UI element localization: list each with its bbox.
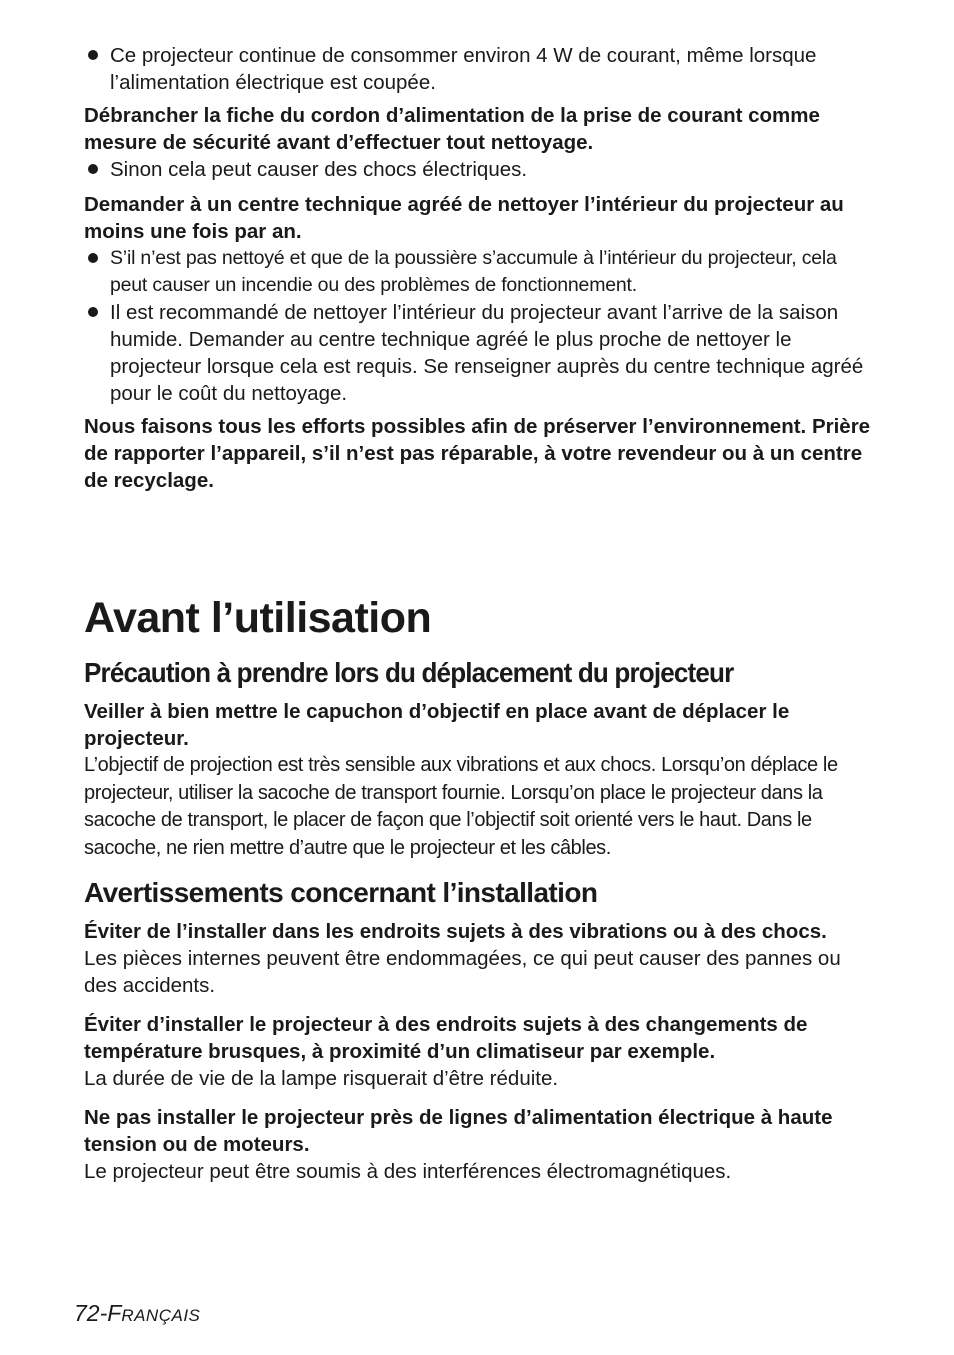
- precautions-block: [84, 42, 874, 494]
- installation-text-temperature: La durée de vie de la lampe risquerait d’être réduite.: [84, 1067, 559, 1090]
- section-heading-installation: Avertissements concernant l’installation: [84, 877, 598, 908]
- bullet-power-consumption: Ce projecteur continue de consommer environ 4 W de courant, même lorsque l’alimentation électrique est coupée.: [84, 42, 874, 96]
- page-number: 72-: [74, 1300, 108, 1326]
- installation-text-vibrations: Les pièces internes peuvent être endommagées, ce qui peut causer des pannes ou des accidents.: [84, 947, 841, 997]
- bullet-humid-season: Il est recommandé de nettoyer l’intérieur du projecteur avant l’arrive de la saison humide. Demander au centre technique agréé le plus proche de nettoyer le projecteur lorsque cela est requis. Se renseigner auprès du centre technique agréé pour le coût du nettoyage.: [84, 299, 874, 407]
- warning-environment: Nous faisons tous les efforts possibles afin de préserver l’environnement. Prière de rapporter l’appareil, s’il n’est pas réparable, à votre revendeur ou à un centre de recyclage.: [84, 415, 871, 492]
- installation-warning-temperature: Éviter d’installer le projecteur à des endroits sujets à des changements de température brusques, à proximité d’un climatiseur par exemple.: [84, 1013, 808, 1063]
- page-footer: [74, 1300, 200, 1327]
- installation-warning-power-lines: Ne pas installer le projecteur près de lignes d’alimentation électrique à haute tension ou de moteurs.: [84, 1106, 833, 1156]
- warning-cleaning: Demander à un centre technique agréé de nettoyer l’intérieur du projecteur au moins une fois par an.: [84, 193, 844, 243]
- language-label: RANÇAIS: [121, 1306, 201, 1325]
- installation-warning-vibrations: Éviter de l’installer dans les endroits sujets à des vibrations ou à des chocs.: [84, 920, 827, 943]
- bullet-electric-shock: Sinon cela peut causer des chocs électriques.: [84, 156, 874, 183]
- moving-text: L’objectif de projection est très sensible aux vibrations et aux chocs. Lorsqu’on déplace le projecteur, utiliser la sacoche de transport fournie. Lorsqu’on place le projecteur dans la sacoche de transport, le placer de façon que l’objectif soit orienté vers le haut. Dans le sacoche, ne rien mettre d’autre que le projecteur et les câbles.: [84, 754, 838, 859]
- section-heading-moving: Précaution à prendre lors du déplacement du projecteur: [84, 657, 734, 688]
- language-initial: F: [107, 1300, 122, 1326]
- installation-text-power-lines: Le projecteur peut être soumis à des interférences électromagnétiques.: [84, 1160, 732, 1183]
- page-title: Avant l’utilisation: [84, 594, 432, 642]
- bullet-dust: S’il n’est pas nettoyé et que de la poussière s’accumule à l’intérieur du projecteur, cela peut causer un incendie ou des problèmes de fonctionnement.: [84, 245, 874, 299]
- warning-unplug: Débrancher la fiche du cordon d’alimentation de la prise de courant comme mesure de sécurité avant d’effectuer tout nettoyage.: [84, 104, 820, 154]
- section-before-use: [84, 654, 874, 1185]
- moving-warning: Veiller à bien mettre le capuchon d’objectif en place avant de déplacer le projecteur.: [84, 700, 790, 750]
